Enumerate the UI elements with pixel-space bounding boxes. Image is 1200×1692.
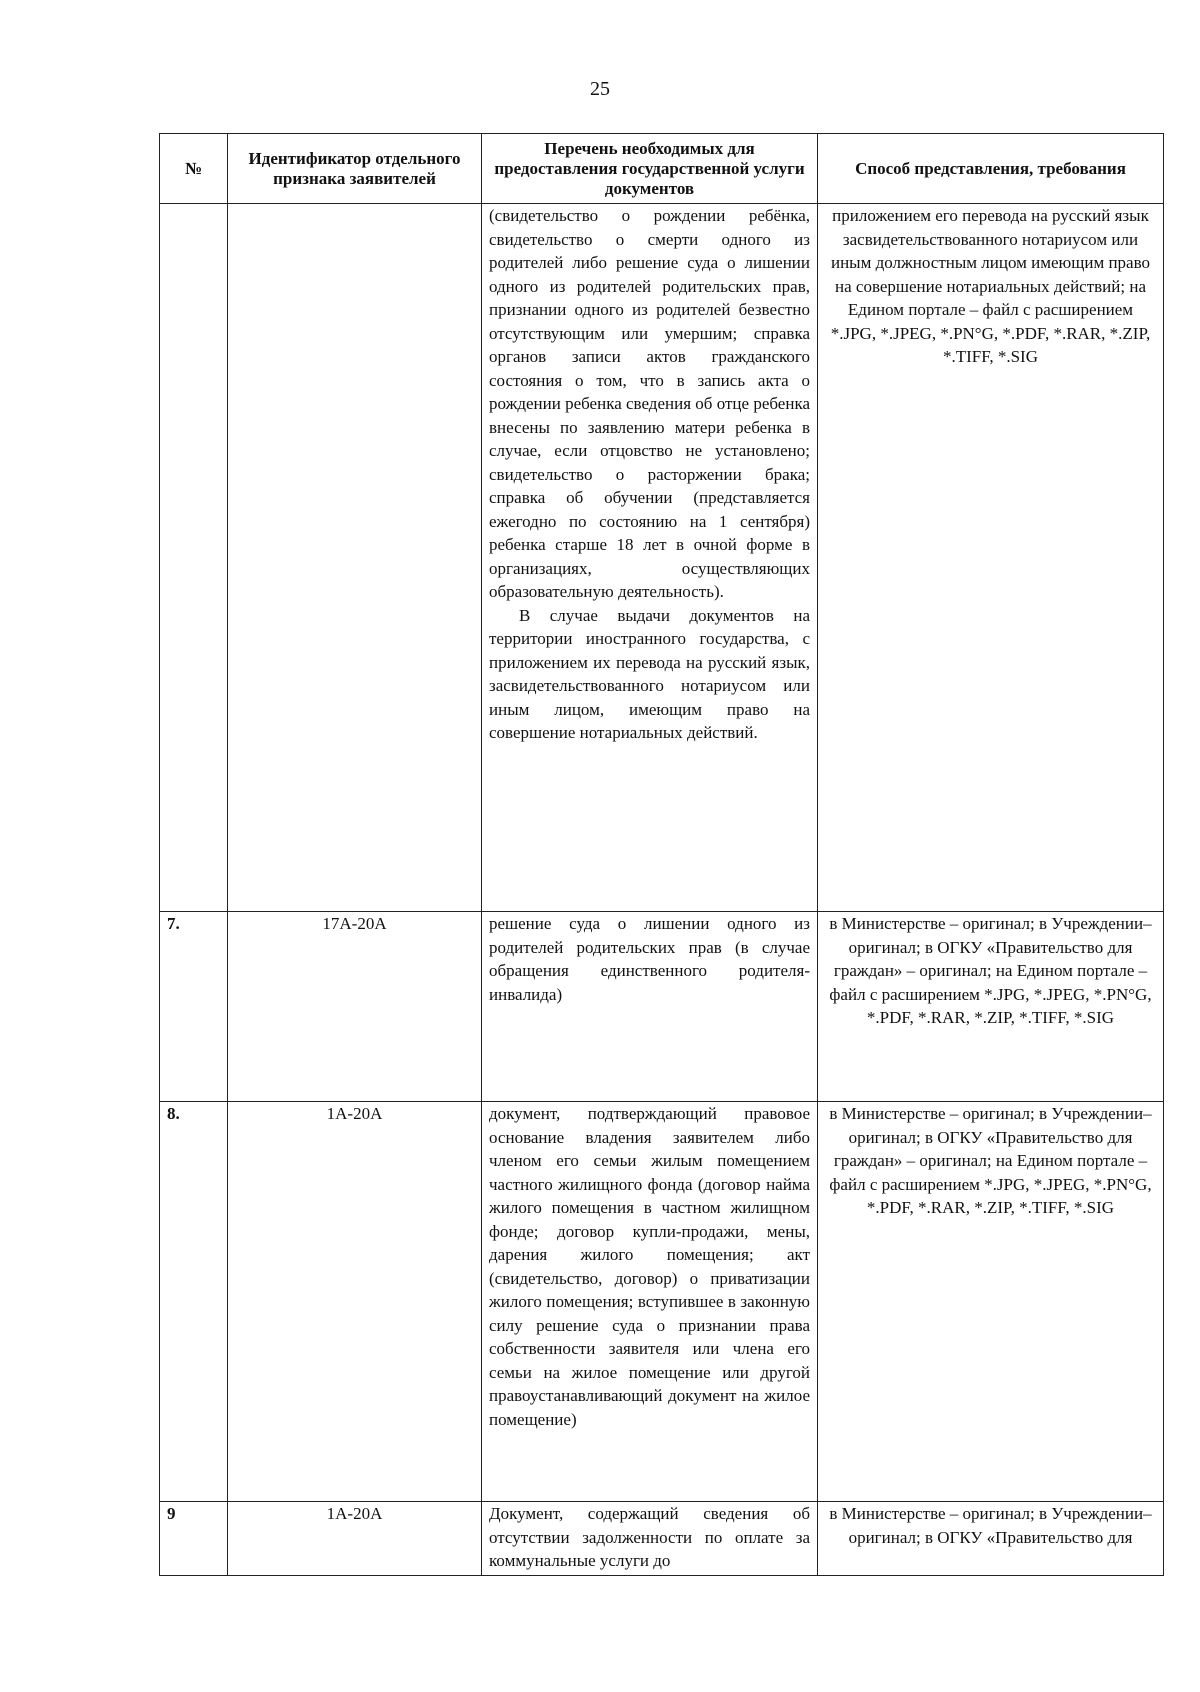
row-num: 8.: [160, 1102, 228, 1502]
page-number: 25: [590, 78, 610, 100]
row-documents: документ, подтверждающий правовое основание владения заявителем либо членом его семьи жилым помещением частного жилищного фонда (договор найма жилого помещения в частном жилищном фонде; договор купли-продажи, мены, дарения жилого помещения; акт (свидетельство, договор) о приватизации жилого помещения; вступившее в законную силу решение суда о признании права собственности заявителя или члена его семьи на жилое помещение или другой правоустанавливающий документ на жилое помещение): [482, 1102, 818, 1502]
row-method: приложением его перевода на русский язык засвидетельствованного нотариусом или иным должностным лицом имеющим право на совершение нотариальных действий; на Едином портале – файл с расширением *.JPG, *.JPEG, *.PN°G, *.PDF, *.RAR, *.ZIP, *.TIFF, *.SIG: [818, 204, 1164, 912]
row-method: в Министерстве – оригинал; в Учреждении– оригинал; в ОГКУ «Правительство для: [818, 1502, 1164, 1576]
header-num: №: [160, 134, 228, 204]
table-header-row: [160, 134, 1164, 204]
row-identifier: 17А-20А: [228, 912, 482, 1102]
row-num: 7.: [160, 912, 228, 1102]
row-documents: решение суда о лишении одного из родителей родительских прав (в случае обращения единственного родителя-инвалида): [482, 912, 818, 1102]
table-row: [160, 204, 1164, 912]
header-method: Способ представления, требования: [818, 134, 1164, 204]
row-documents: Документ, содержащий сведения об отсутствии задолженности по оплате за коммунальные услуги до: [482, 1502, 818, 1576]
row-documents: [482, 204, 818, 912]
requirements-table: [159, 133, 1164, 1576]
header-identifier: Идентификатор отдельного признака заявителей: [228, 134, 482, 204]
documents-paragraph: В случае выдачи документов на территории иностранного государства, с приложением их перевода на русский язык, засвидетельствованного нотариусом или иным лицом, имеющим право на совершение нотариальных действий.: [489, 605, 810, 742]
row-identifier: [228, 204, 482, 912]
table-row: [160, 1102, 1164, 1502]
row-num: [160, 204, 228, 912]
row-identifier: 1А-20А: [228, 1502, 482, 1576]
table-row: [160, 1502, 1164, 1576]
row-method: в Министерстве – оригинал; в Учреждении– оригинал; в ОГКУ «Правительство для граждан» – оригинал; на Едином портале – файл с расширением *.JPG, *.JPEG, *.PN°G, *.PDF, *.RAR, *.ZIP, *.TIFF, *.SIG: [818, 1102, 1164, 1502]
row-method: в Министерстве – оригинал; в Учреждении– оригинал; в ОГКУ «Правительство для граждан» – оригинал; на Едином портале – файл с расширением *.JPG, *.JPEG, *.PN°G, *.PDF, *.RAR, *.ZIP, *.TIFF, *.SIG: [818, 912, 1164, 1102]
table-row: [160, 912, 1164, 1102]
header-documents: Перечень необходимых для предоставления государственной услуги документов: [482, 134, 818, 204]
row-identifier: 1А-20А: [228, 1102, 482, 1502]
row-num: 9: [160, 1502, 228, 1576]
documents-paragraph: (свидетельство о рождении ребёнка, свидетельство о смерти одного из родителей либо решение суда о лишении одного из родителей родительских прав, признании одного из родителей безвестно отсутствующим или умершим; справка органов записи актов гражданского состояния о том, что в запись акта о рождении ребенка сведения об отце ребенка внесены по заявлению матери ребенка в случае, если отцовство не установлено; свидетельство о расторжении брака; справка об обучении (представляется ежегодно по состоянию на 1 сентября) ребенка старше 18 лет в очной форме в организациях, осуществляющих образовательную деятельность).: [489, 206, 810, 601]
